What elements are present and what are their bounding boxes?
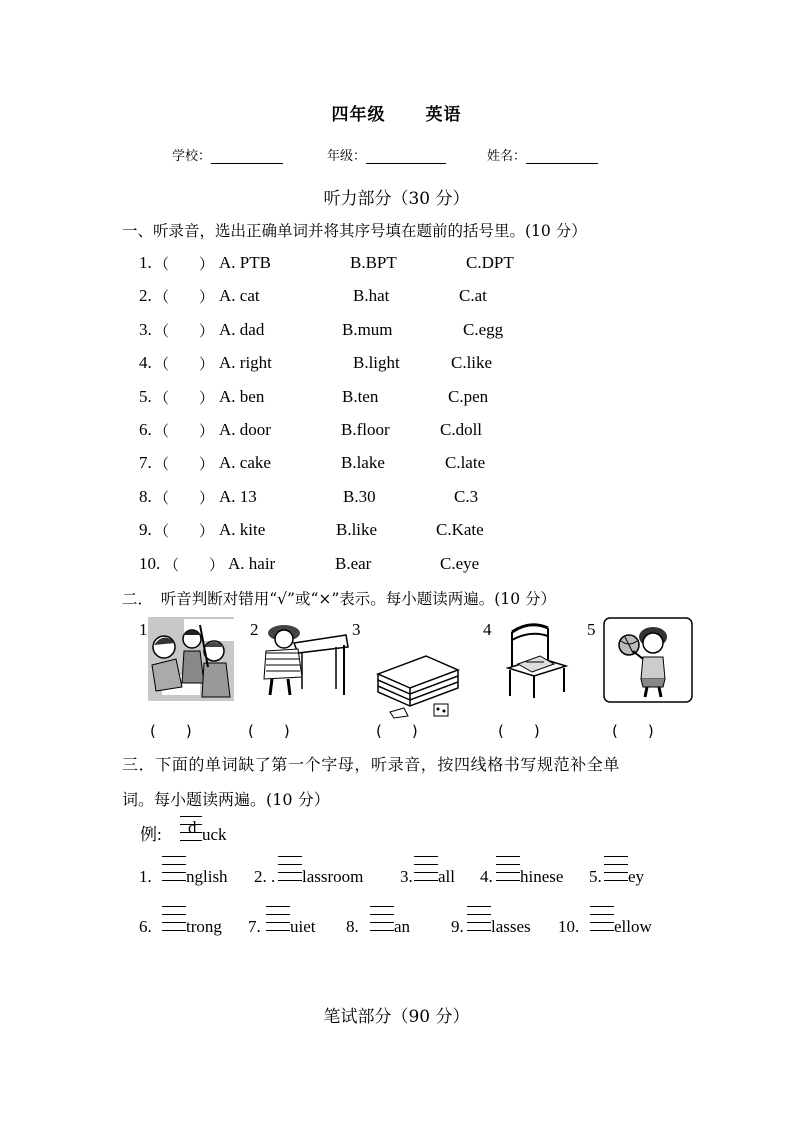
example-row [140, 820, 227, 846]
fill-item-number: 8. [346, 917, 359, 936]
pic-answer-paren[interactable]: ( ) [612, 722, 654, 740]
fill-item-number: 10. [558, 917, 580, 936]
example-letter: d [187, 818, 197, 837]
option-c: C.like [451, 353, 493, 373]
name-blank[interactable] [526, 151, 598, 164]
answer-paren[interactable]: （ ） [154, 355, 215, 374]
pic-answer-paren[interactable]: ( ) [150, 722, 192, 740]
question-number: 10. [139, 553, 161, 573]
option-a: A. kite [219, 520, 266, 540]
answer-paren[interactable]: （ ） [154, 455, 215, 474]
fill-item-number: 9. [451, 917, 464, 936]
fill-item-rest: hinese [520, 867, 564, 886]
answer-paren[interactable]: （ ） [164, 555, 225, 574]
pic-answer-paren[interactable]: ( ) [376, 722, 418, 740]
option-a: A. right [219, 353, 272, 373]
answer-paren[interactable]: （ ） [154, 255, 215, 273]
option-b: B.ten [342, 386, 379, 406]
fill-item [589, 862, 644, 888]
option-b: B.hat [353, 286, 390, 306]
option-a: A. cat [219, 286, 260, 306]
fill-item [248, 912, 316, 938]
fill-item-rest: lasses [491, 917, 531, 936]
question-number: 3. [139, 319, 152, 339]
fill-item-number: 7. [248, 917, 261, 936]
stack-of-books-picture [374, 652, 460, 720]
four-line-box[interactable] [467, 912, 491, 938]
fill-item-rest: all [438, 867, 455, 886]
four-line-box[interactable] [604, 862, 628, 888]
pic-number: 3 [352, 620, 361, 639]
answer-paren[interactable]: （ ） [154, 288, 215, 307]
answer-paren[interactable]: （ ） [154, 321, 215, 340]
question-number: 9. [139, 520, 152, 540]
fill-item-rest: nglish [186, 867, 228, 886]
fill-item-rest: trong [186, 917, 222, 936]
question-number: 2. [139, 286, 152, 306]
question-number: 8. [139, 486, 152, 506]
pic-number: 2 [250, 620, 259, 639]
grade-label: 年级： [327, 149, 367, 164]
question-number: 4. [139, 353, 152, 373]
answer-paren[interactable]: （ ） [154, 522, 215, 541]
option-c: C.eye [440, 553, 480, 573]
example-label: 例: [140, 825, 162, 844]
question-number: 5. [139, 386, 152, 406]
four-line-box [180, 820, 202, 846]
school-label: 学校： [172, 149, 212, 164]
option-b: B.light [353, 353, 400, 373]
name-label: 姓名： [487, 149, 527, 164]
pic-number: 5 [587, 620, 596, 639]
option-a: A. PTB [219, 253, 271, 272]
fill-item [480, 862, 563, 888]
fill-item-rest: ellow [614, 917, 652, 936]
fill-item-number: 2. . [254, 867, 276, 886]
option-a: A. ben [219, 386, 265, 406]
option-b: B.mum [342, 319, 393, 339]
option-b: B.30 [343, 486, 376, 506]
girl-with-ball-picture [603, 617, 693, 703]
grade-blank[interactable] [366, 151, 446, 164]
option-c: C.3 [454, 486, 479, 506]
fill-item-rest: lassroom [302, 867, 364, 886]
part1-instruction: 一、听录音，选出正确单词并将其序号填在题前的括号里。(10 分） [122, 222, 587, 240]
chair-with-book-picture [500, 618, 580, 700]
fill-item [254, 862, 363, 888]
question-number: 6. [139, 420, 152, 439]
pic-answer-paren[interactable]: ( ) [248, 722, 290, 740]
fill-item [400, 862, 455, 888]
fill-item-rest: ey [628, 867, 645, 886]
part3-instruction-line1: 三．下面的单词缺了第一个字母，听录音，按四线格书写规范补全单 [122, 755, 621, 774]
answer-paren[interactable]: （ ） [154, 488, 215, 507]
part2-instruction: 二． 听音判断对错用“√”或“×”表示。每小题读两遍。(10 分） [122, 590, 557, 608]
option-b: B.BPT [350, 253, 397, 272]
question-number: 1. [139, 253, 152, 272]
option-c: C.late [445, 453, 486, 473]
name-field [487, 145, 598, 164]
fill-item [139, 912, 222, 938]
part3-instruction-line2: 词。每小题读两遍。(10 分） [122, 790, 330, 809]
four-line-box[interactable] [496, 862, 520, 888]
fill-item-number: 6. [139, 917, 152, 936]
fill-item [346, 912, 410, 938]
option-c: C.Kate [436, 520, 484, 540]
example-rest: uck [201, 825, 227, 844]
subject-title: 英语 [425, 105, 462, 125]
school-blank[interactable] [211, 151, 283, 164]
option-a: A. dad [219, 319, 265, 339]
grade-field [327, 145, 446, 164]
option-c: C.pen [448, 386, 489, 406]
pic-number: 4 [483, 620, 492, 639]
fill-item-number: 1. [139, 867, 152, 886]
option-a: A. cake [219, 453, 271, 473]
girl-at-desk-picture [258, 617, 350, 699]
pic-number: 1 [139, 620, 148, 639]
four-line-box[interactable] [266, 912, 290, 938]
four-line-box[interactable] [590, 912, 614, 938]
school-field [172, 145, 283, 164]
option-c: C.DPT [466, 253, 514, 272]
option-b: B.ear [335, 553, 372, 573]
option-b: B.floor [341, 420, 390, 439]
written-title: 笔试部分（90 分） [323, 1007, 470, 1027]
four-line-box[interactable] [162, 912, 186, 938]
page-title [0, 100, 793, 125]
option-b: B.like [336, 520, 378, 540]
question-number: 7. [139, 453, 152, 473]
option-a: A. hair [228, 553, 276, 573]
answer-paren[interactable]: （ ） [154, 422, 215, 440]
fill-item-rest: an [394, 917, 411, 936]
fill-item-number: 4. [480, 867, 493, 886]
four-line-box[interactable] [162, 862, 186, 888]
pic-answer-paren[interactable]: ( ) [498, 722, 540, 740]
fill-item [451, 912, 531, 938]
grade-title: 四年级 [331, 105, 386, 125]
option-a: A. 13 [219, 486, 257, 506]
option-c: C.egg [463, 319, 504, 339]
fill-item-rest: uiet [290, 917, 316, 936]
four-line-box[interactable] [370, 912, 394, 938]
four-line-box[interactable] [414, 862, 438, 888]
fill-item-number: 3. [400, 867, 413, 886]
fill-item [139, 862, 228, 888]
listening-title: 听力部分（30 分） [323, 189, 470, 209]
children-group-picture [148, 617, 234, 701]
answer-paren[interactable]: （ ） [154, 388, 215, 407]
four-line-box[interactable] [278, 862, 302, 888]
option-c: C.at [459, 286, 487, 306]
option-c: C.doll [440, 420, 483, 439]
option-a: A. door [219, 420, 271, 439]
option-b: B.lake [341, 453, 385, 473]
fill-item-number: 5. [589, 867, 602, 886]
fill-item [558, 912, 652, 938]
